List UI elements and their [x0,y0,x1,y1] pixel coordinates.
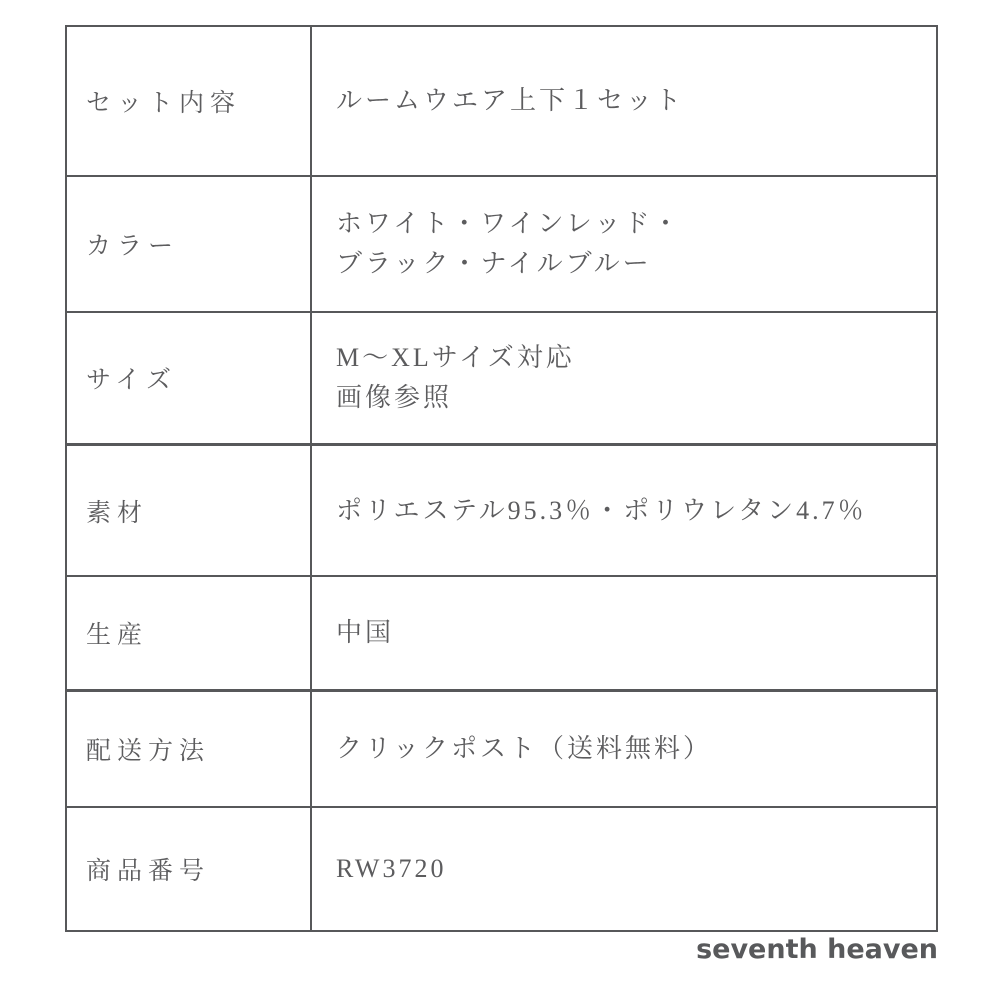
spec-value-cell [312,27,936,175]
table-row-item-number [67,806,936,930]
spec-label: セット内容 [86,90,242,117]
spec-label-cell [67,177,312,311]
spec-value-cell [312,808,936,930]
table-row-color [67,175,936,311]
spec-label: サイズ [86,367,178,394]
spec-value-line: ホワイト・ワインレッド・ [336,209,682,238]
spec-label: 生産 [86,622,149,649]
spec-label: 素材 [86,499,149,527]
spec-table [65,25,938,932]
spec-value-cell [312,692,936,806]
spec-label-cell [67,808,312,930]
spec-label-cell [67,692,312,806]
spec-value-cell [312,177,936,311]
table-row-production [67,575,936,689]
spec-value-line: 画像参照 [336,383,453,412]
spec-label-cell [67,27,312,175]
spec-value-line: RW3720 [336,854,447,883]
spec-value-line: M～XLサイズ対応 [336,343,575,372]
brand-logo-text: seventh heaven [696,934,938,965]
spec-value-line: ポリエステル95.3％・ポリウレタン4.7％ [336,495,867,525]
table-row-size [67,311,936,443]
spec-value-cell [312,577,936,689]
spec-value-line: ルームウエア上下１セット [336,86,685,115]
table-row-material [67,443,936,575]
spec-label-cell [67,577,312,689]
spec-label-cell [67,313,312,443]
table-row-shipping [67,689,936,806]
spec-label: 商品番号 [86,858,211,885]
spec-value-line: ブラック・ナイルブルー [336,249,652,278]
spec-label: カラー [86,233,180,260]
spec-value-line: 中国 [336,618,395,647]
spec-value-line: クリックポスト（送料無料） [336,734,712,763]
spec-label-cell [67,446,312,575]
spec-label: 配送方法 [86,738,211,765]
table-row-set-contents [67,27,936,175]
spec-value-cell [312,446,936,575]
spec-value-cell [312,313,936,443]
